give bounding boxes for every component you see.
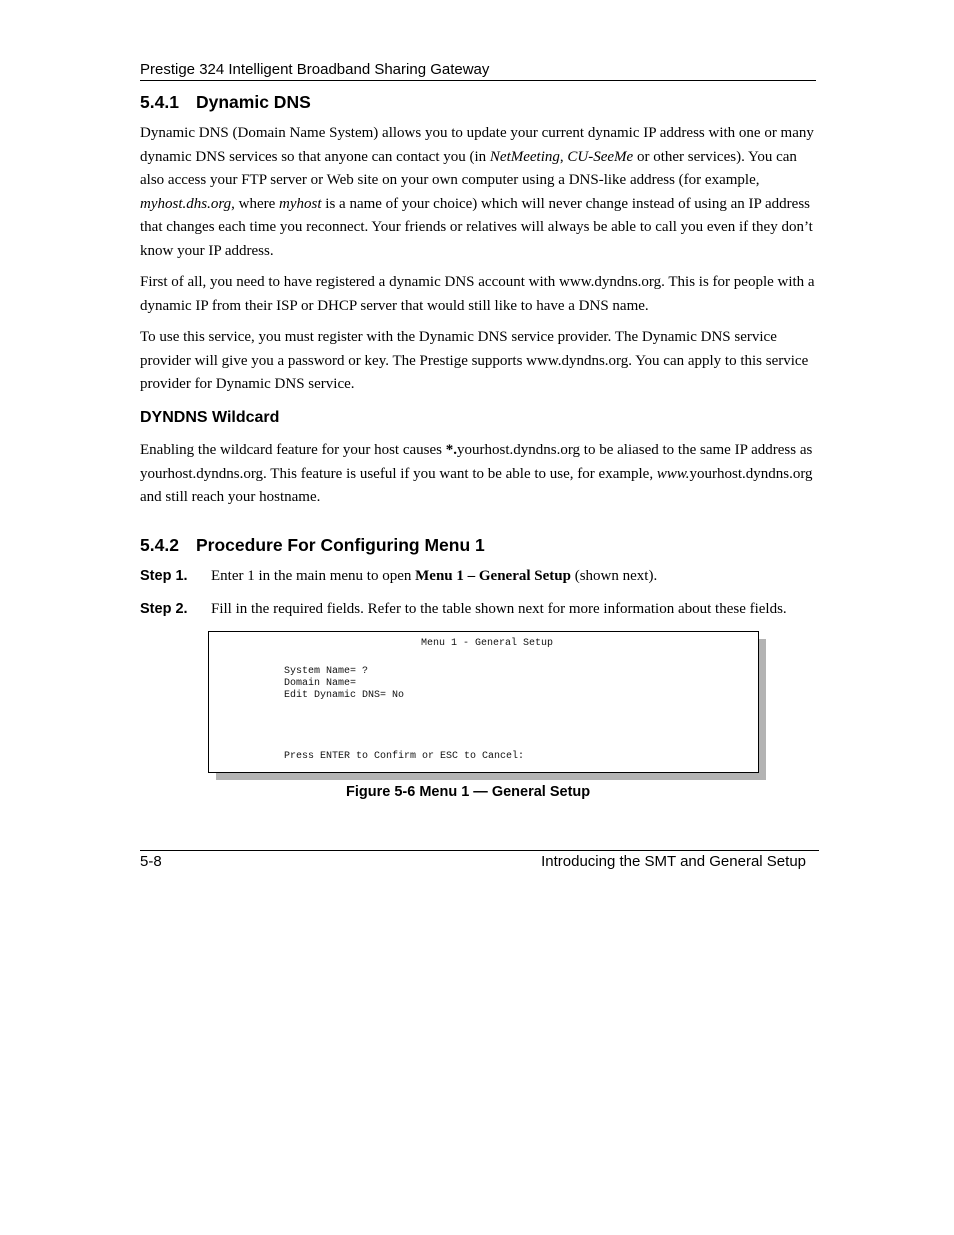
section-title: Procedure For Configuring Menu 1 — [196, 535, 485, 555]
edit-dynamic-dns-field: Edit Dynamic DNS= No — [284, 690, 405, 701]
section-number: 5.4.2 — [140, 535, 179, 555]
text-run-italic: myhost.dhs.org — [140, 195, 232, 212]
text-run-bold: *. — [445, 442, 457, 458]
text-run: Dynamic DNS (Domain Name System) allows you to update your current dynamic IP address with one or many dynamic DNS services so that anyone can contact you (in — [140, 125, 814, 165]
domain-name-field: Domain Name= — [284, 678, 357, 689]
text-run: or other services). You can also access your FTP server or Web site on your own computer using a DNS-like address (for example, — [140, 148, 797, 188]
text-run: , where — [231, 195, 280, 212]
page-number: 5-8 — [140, 853, 162, 870]
paragraph-wildcard — [140, 439, 816, 510]
section-heading-5-4-1 — [140, 92, 311, 113]
smt-menu-screen — [208, 631, 759, 773]
text-run: yourhost.dyndns.org and still reach your hostname. — [140, 465, 813, 505]
text-run: Enabling the wildcard feature for your host causes — [140, 442, 446, 458]
step-text: Fill in the required fields. Refer to the table shown next for more information about these fields. — [211, 601, 787, 617]
text-run-italic: NetMeeting — [489, 148, 560, 165]
running-header: Prestige 324 Intelligent Broadband Sharing Gateway — [140, 61, 490, 78]
text-run: (shown next). — [570, 568, 658, 584]
system-name-field: System Name= ? — [284, 666, 369, 677]
paragraph-registration: First of all, you need to have registered a dynamic DNS account with www.dyndns.org. This is for people with a dynamic IP from their ISP or DHCP server that would still like to have a DNS name. — [140, 274, 815, 314]
paragraph-service-provider: To use this service, you must register with the Dynamic DNS service provider. The Dynamic DNS service provider will give you a password or key. The Prestige supports www.dyndns.org. You can apply to this service provider for Dynamic DNS service. — [140, 329, 809, 392]
text-run-italic: www. — [656, 465, 690, 482]
step-label: Step 1. — [140, 568, 188, 584]
text-run: yourhost.dyndns.org to be aliased to the same IP address as yourhost.dyndns.org. This feature is useful if you want to be able to use, for example, — [140, 442, 813, 482]
dynamic-dns-paragraphs — [140, 122, 816, 397]
paragraph-intro — [140, 122, 816, 263]
text-run: , — [559, 148, 568, 165]
wildcard-heading: DYNDNS Wildcard — [140, 409, 280, 426]
section-number: 5.4.1 — [140, 92, 179, 112]
menu-name: Menu 1 – General Setup — [415, 568, 571, 584]
screen-title: Menu 1 - General Setup — [421, 638, 554, 649]
text-run-italic: myhost — [279, 195, 322, 212]
section-heading-5-4-2 — [140, 535, 485, 556]
section-title: Dynamic DNS — [196, 92, 311, 112]
confirm-prompt: Press ENTER to Confirm or ESC to Cancel: — [284, 751, 525, 762]
header-rule — [140, 80, 816, 81]
wildcard-paragraph — [140, 439, 816, 510]
figure-caption: Figure 5-6 Menu 1 — General Setup — [346, 784, 591, 800]
step-text — [211, 568, 657, 585]
text-run: is a name of your choice) which will never change instead of using an IP address that changes each time you reconnect. Your friends or relatives will always be able to call you even if they don’t know your IP address. — [140, 195, 813, 259]
step-label: Step 2. — [140, 601, 188, 617]
text-run: Enter 1 in the main menu to open — [211, 568, 416, 584]
text-run-italic: CU-SeeMe — [567, 148, 634, 165]
footer-rule — [140, 850, 819, 851]
chapter-title: Introducing the SMT and General Setup — [541, 853, 806, 870]
